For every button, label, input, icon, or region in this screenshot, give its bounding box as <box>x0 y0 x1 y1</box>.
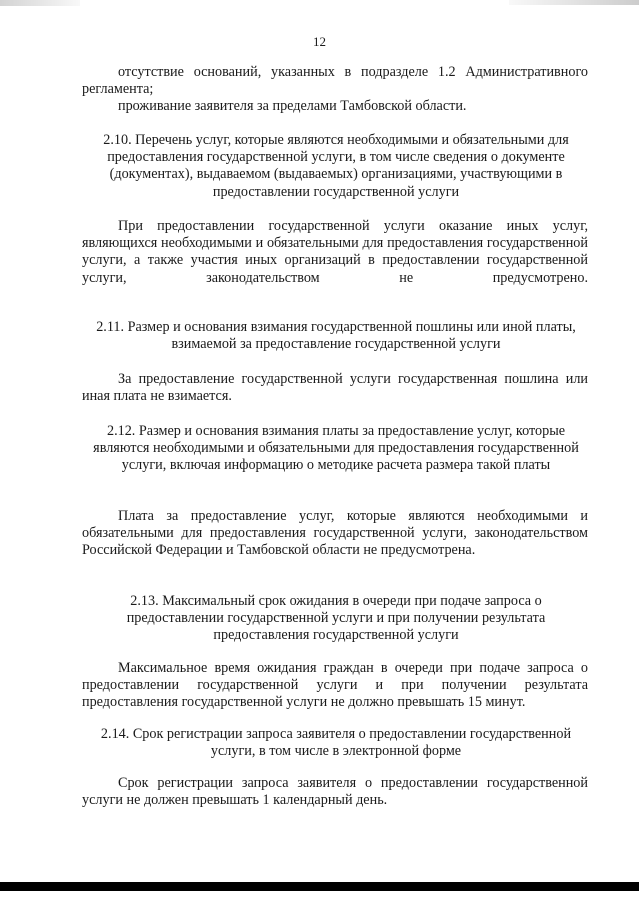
page-number: 12 <box>313 34 326 49</box>
scan-edge-bottom <box>0 882 639 891</box>
scan-artifact-top-left <box>0 0 80 6</box>
section-paragraph-2-12: Плата за предоставление услуг, которые являются необходимыми и обязательными для предоставления государственной услуги, законодательством Российской Федерации и Тамбовской области не предусмотрена. <box>82 508 588 559</box>
section-heading-2-11: 2.11. Размер и основания взимания государственной пошлины или иной платы, взимаемой за предоставление государственной услуги <box>96 319 576 353</box>
intro-paragraph-2: проживание заявителя за пределами Тамбовской области. <box>118 98 467 114</box>
intro-paragraph-1: отсутствие оснований, указанных в подразделе 1.2 Административного регламента; <box>82 64 588 98</box>
section-paragraph-2-14: Срок регистрации запроса заявителя о предоставлении государственной услуги не должен превышать 1 календарный день. <box>82 775 588 809</box>
section-heading-2-12: 2.12. Размер и основания взимания платы за предоставление услуг, которые являются необходимыми и обязательными для предоставления государственной услуги, включая информацию о методике расчета размера такой платы <box>93 423 579 474</box>
scan-artifact-top-right <box>509 0 639 5</box>
section-heading-2-13: 2.13. Максимальный срок ожидания в очереди при подаче запроса о предоставлении государственной услуги и при получении результата предоставления государственной услуги <box>126 593 546 644</box>
section-heading-2-10: 2.10. Перечень услуг, которые являются необходимыми и обязательными для предоставления государственной услуги, в том числе сведения о документе (документах), выдаваемом (выдаваемых) организациями, участвующими в предоставлении государственной услуги <box>103 132 569 200</box>
section-paragraph-2-13: Максимальное время ожидания граждан в очереди при подаче запроса о предоставлении государственной услуги и при получении результата предоставления государственной услуги не должно превышать 15 минут. <box>82 660 588 711</box>
section-heading-2-14: 2.14. Срок регистрации запроса заявителя о предоставлении государственной услуги, в том числе в электронной форме <box>100 726 572 760</box>
section-paragraph-2-11: За предоставление государственной услуги государственная пошлина или иная плата не взимается. <box>82 371 588 405</box>
section-paragraph-2-10: При предоставлении государственной услуги оказание иных услуг, являющихся необходимыми и обязательными для предоставления государственной услуги, а также участия иных организаций в предоставлении государственной услуги, законодательством не предусмотрено. <box>82 218 588 286</box>
